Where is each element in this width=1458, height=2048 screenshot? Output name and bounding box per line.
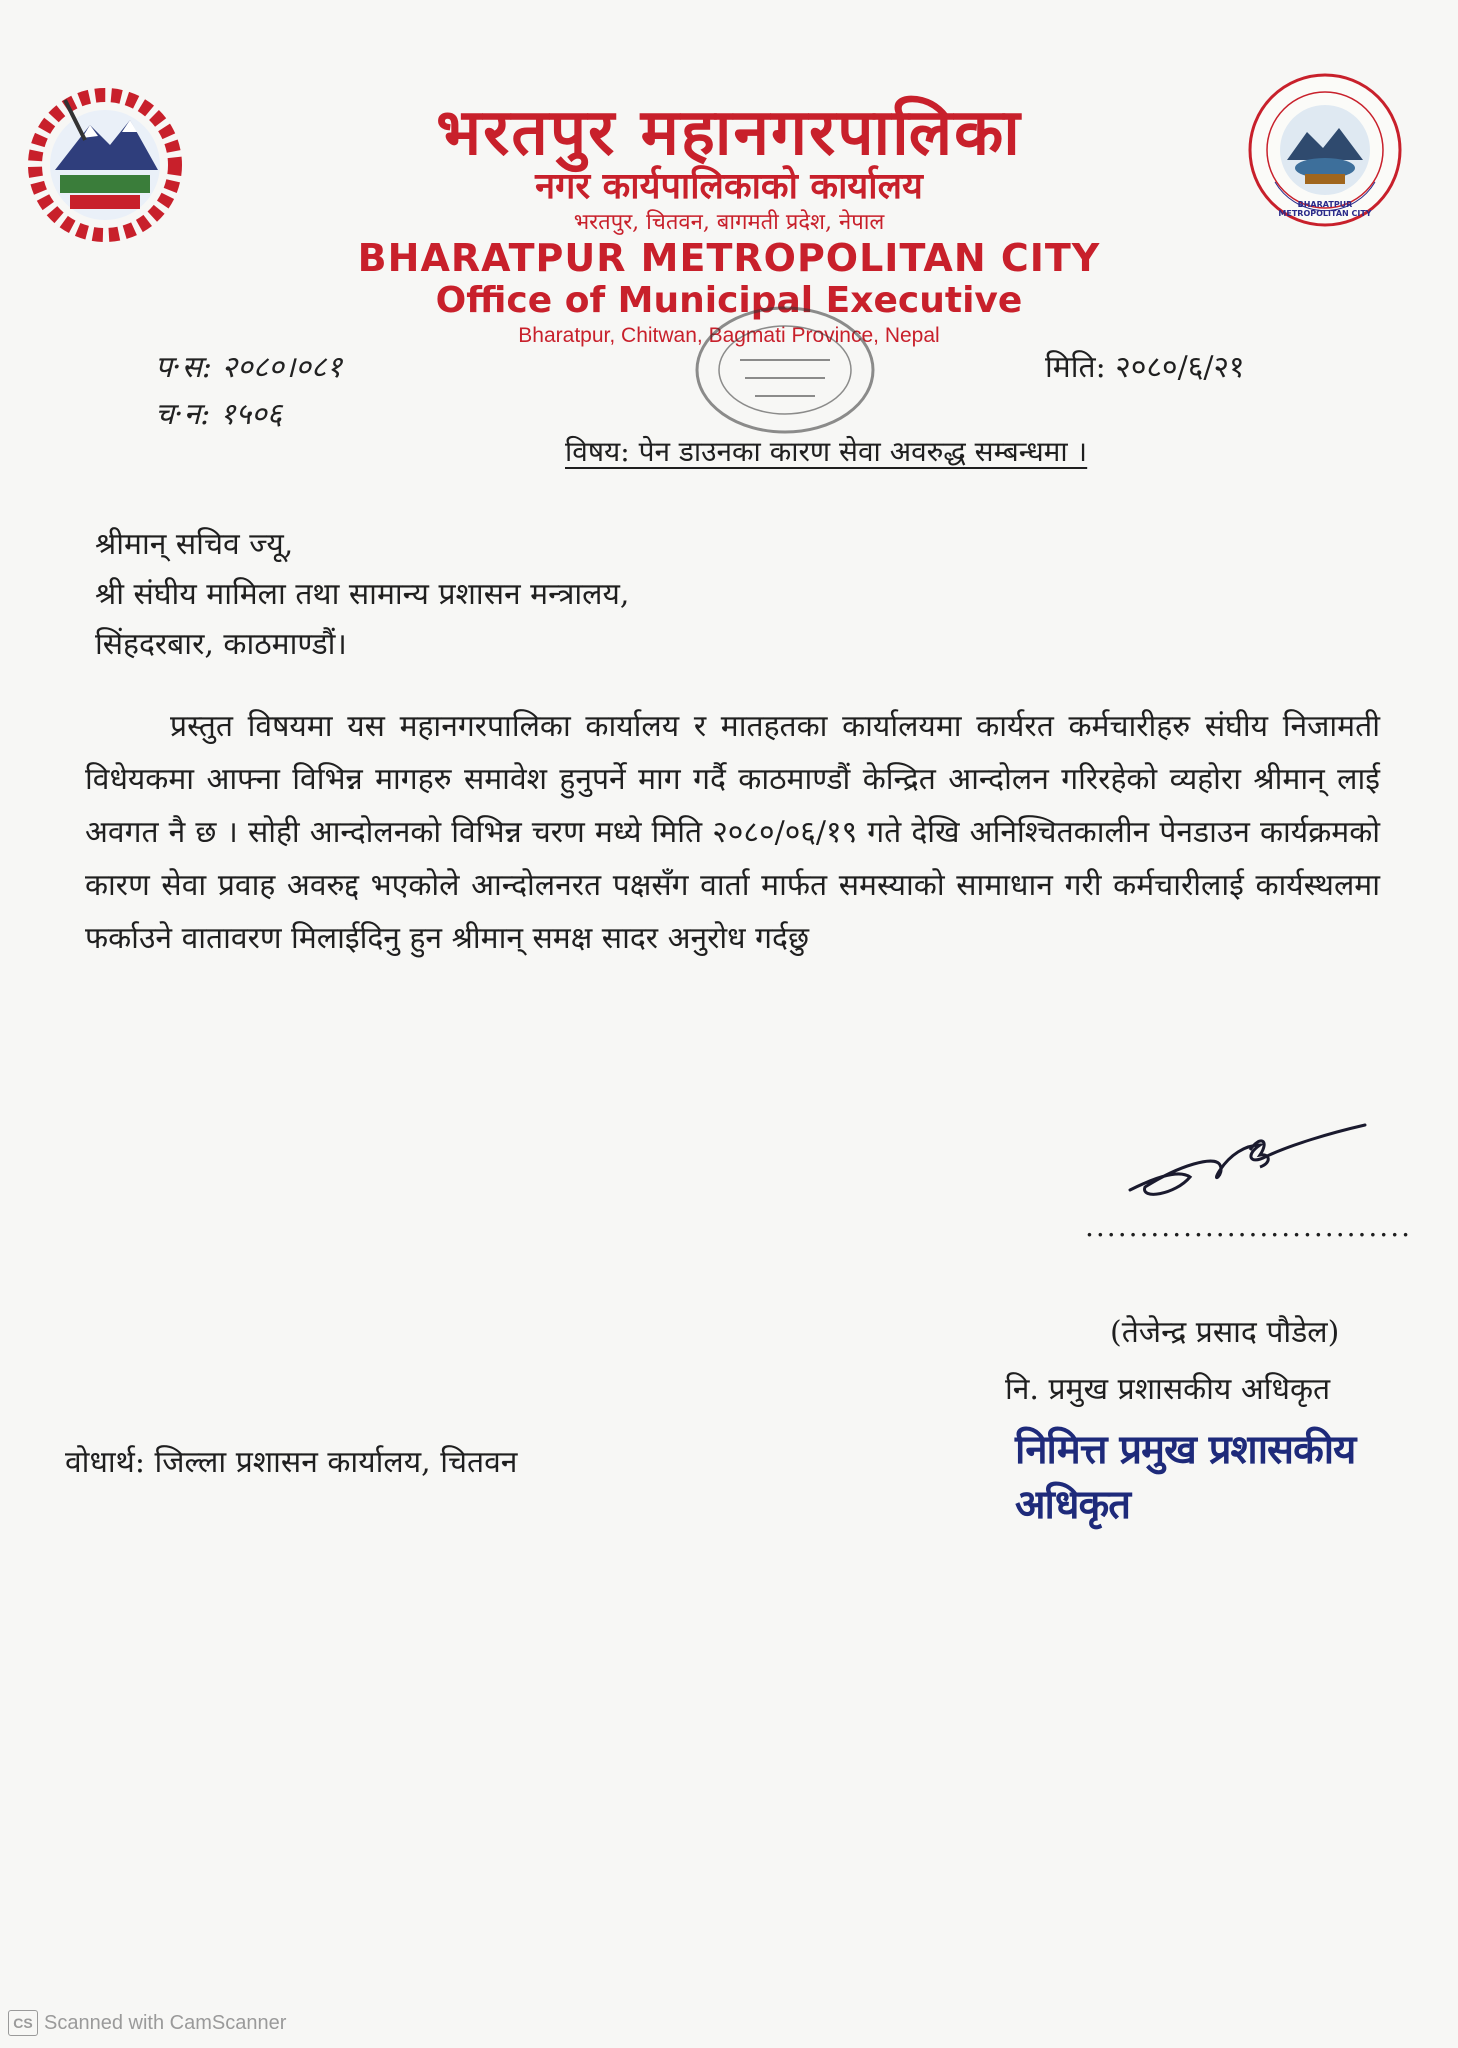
letterhead-office-nepali: नगर कार्यपालिकाको कार्यालय bbox=[535, 165, 923, 207]
letterhead-address-nepali: भरतपुर, चितवन, बागमती प्रदेश, नेपाल bbox=[573, 210, 885, 235]
letterhead-office-english: Office of Municipal Executive bbox=[435, 280, 1023, 321]
signer-name: (तेजेन्द्र प्रसाद पौडेल) bbox=[1110, 1315, 1340, 1350]
signer-title-stamp: निमित्त प्रमुख प्रशासकीय अधिकृत bbox=[1015, 1426, 1356, 1528]
seal-text: BHARATPUR METROPOLITAN CITY bbox=[1278, 200, 1372, 218]
addressee-line-1: श्रीमान् सचिव ज्यू, bbox=[95, 527, 294, 562]
letter-body: प्रस्तुत विषयमा यस महानगरपालिका कार्यालय र मातहतका कार्यालयमा कार्यरत कर्मचारीहरु संघीय निजामती विधेयकमा आफ्ना विभिन्न मागहरु समावेश हुनुपर्ने माग गर्दै काठमाण्डौं केन्द्रित आन्दोलन गरिरहेको व्यहोरा श्रीमान् लाई अवगत नै छ । सोही आन्दोलनको विभिन्न चरण मध्ये मिति २०८०/०६/१९ गते देखि अनिश्चितकालीन पेनडाउन कार्यक्रमको कारण सेवा प्रवाह अवरुद्द भएकोले आन्दोलनरत पक्षसँग वार्ता मार्फत समस्याको सामाधान गरी कर्मचारीलाई कार्यस्थलमा फर्काउने वातावरण मिलाईदिनु हुन श्रीमान् समक्ष सादर अनुरोध गर्दछु bbox=[85, 709, 1380, 956]
signer-title: नि. प्रमुख प्रशासकीय अधिकृत bbox=[1005, 1372, 1331, 1407]
office-stamp-icon bbox=[690, 300, 880, 440]
chalani-number: च·न: १५०६ bbox=[155, 397, 283, 432]
letter-date: मिति: २०८०/६/२१ bbox=[1045, 350, 1245, 385]
scanner-watermark bbox=[8, 2010, 286, 2036]
patra-sankhya: प·स: २०८०।०८१ bbox=[155, 350, 343, 385]
letterhead-title-nepali: भरतपुर महानगरपालिका bbox=[436, 95, 1022, 170]
camscanner-logo-icon: CS bbox=[8, 2010, 38, 2036]
addressee-line-2: श्री संघीय मामिला तथा सामान्य प्रशासन मन्त्रालय, bbox=[95, 577, 630, 612]
letterhead-address-english: Bharatpur, Chitwan, Bagmati Province, Nepal bbox=[518, 324, 940, 347]
signature-icon bbox=[1120, 1115, 1370, 1210]
cc-line: वोधार्थ: जिल्ला प्रशासन कार्यालय, चितवन bbox=[65, 1445, 518, 1480]
letterhead-title-english: BHARATPUR METROPOLITAN CITY bbox=[357, 236, 1101, 280]
letter-subject: विषय: पेन डाउनका कारण सेवा अवरुद्ध सम्बन्धमा । bbox=[565, 435, 1088, 468]
addressee-line-3: सिंहदरबार, काठमाण्डौं। bbox=[95, 627, 347, 662]
signature-line: .............................. bbox=[1085, 1210, 1413, 1243]
scanner-text: Scanned with CamScanner bbox=[44, 2011, 287, 2034]
